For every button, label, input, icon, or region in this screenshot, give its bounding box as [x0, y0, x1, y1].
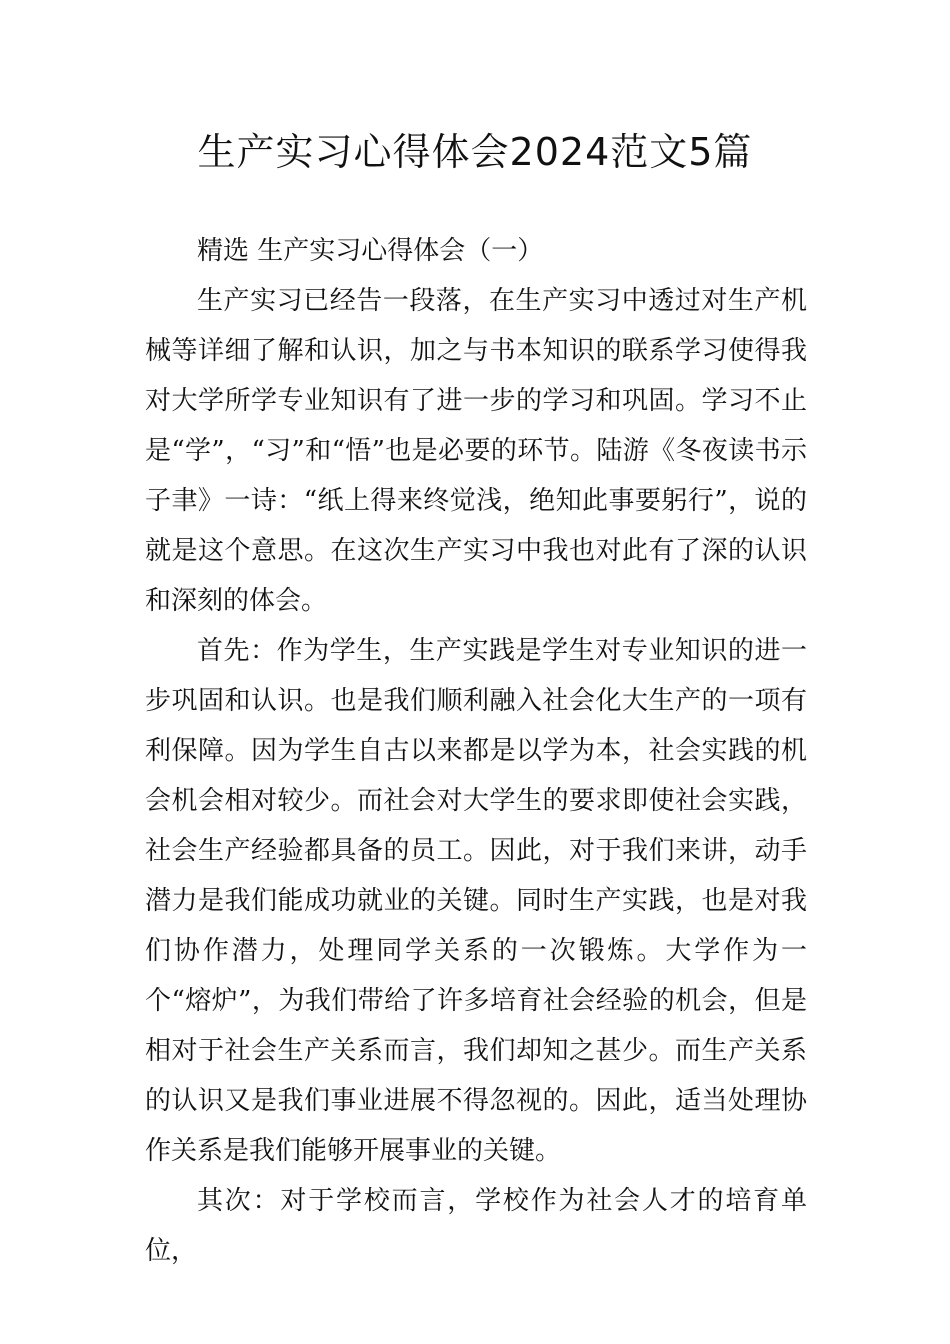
- paragraph-3: 其次：对于学校而言，学校作为社会人才的培育单位，: [145, 1186, 807, 1266]
- document-body: [145, 226, 807, 1276]
- paragraph-1: 生产实习已经告一段落，在生产实习中透过对生产机械等详细了解和认识，加之与书本知识的联系学习使得我对大学所学专业知识有了进一步的学习和巩固。学习不止是“学”，“习”和“悟”也是必要的环节。陆游《冬夜读书示子聿》一诗：“纸上得来终觉浅，绝知此事要躬行”，说的就是这个意思。在这次生产实习中我也对此有了深的认识和深刻的体会。: [145, 286, 807, 616]
- document-title: 生产实习心得体会2024范文5篇: [197, 130, 753, 174]
- section-heading: 精选 生产实习心得体会（一）: [197, 236, 544, 266]
- paragraph-2: 首先：作为学生，生产实践是学生对专业知识的进一步巩固和认识。也是我们顺利融入社会化大生产的一项有利保障。因为学生自古以来都是以学为本，社会实践的机会机会相对较少。而社会对大学生的要求即使社会实践，社会生产经验都具备的员工。因此，对于我们来讲，动手潜力是我们能成功就业的关键。同时生产实践，也是对我们协作潜力，处理同学关系的一次锻炼。大学作为一个“熔炉”，为我们带给了许多培育社会经验的机会，但是相对于社会生产关系而言，我们却知之甚少。而生产关系的认识又是我们事业进展不得忽视的。因此，适当处理协作关系是我们能够开展事业的关键。: [145, 636, 807, 1166]
